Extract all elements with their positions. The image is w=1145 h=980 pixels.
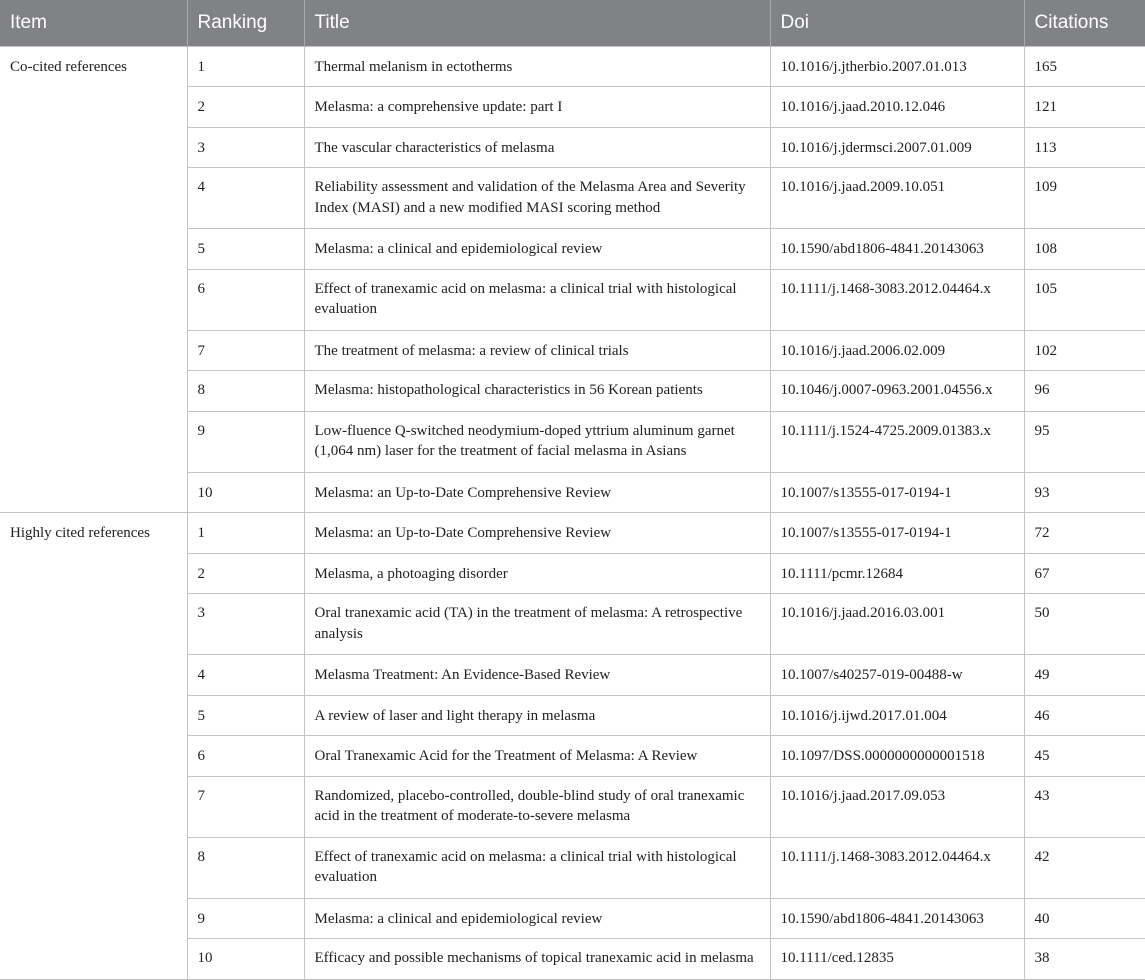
- citations-cell: 93: [1024, 472, 1145, 513]
- title-cell: Reliability assessment and validation of the Melasma Area and Severity Index (MASI) and a new modified MASI scoring method: [304, 168, 770, 229]
- doi-cell: 10.1016/j.jaad.2017.09.053: [770, 776, 1024, 837]
- citations-cell: 40: [1024, 898, 1145, 939]
- group-label: Highly cited references: [0, 513, 187, 980]
- header-row: [0, 0, 1145, 46]
- title-cell: Effect of tranexamic acid on melasma: a clinical trial with histological evaluation: [304, 269, 770, 330]
- title-cell: Melasma: a clinical and epidemiological review: [304, 898, 770, 939]
- title-cell: Melasma, a photoaging disorder: [304, 553, 770, 594]
- citations-cell: 49: [1024, 655, 1145, 696]
- table-row: [0, 513, 1145, 554]
- column-header-doi: Doi: [770, 0, 1024, 46]
- citations-cell: 108: [1024, 229, 1145, 270]
- citations-cell: 105: [1024, 269, 1145, 330]
- citations-cell: 109: [1024, 168, 1145, 229]
- citations-cell: 42: [1024, 837, 1145, 898]
- ranking-cell: 3: [187, 127, 304, 168]
- title-cell: Thermal melanism in ectotherms: [304, 46, 770, 87]
- doi-cell: 10.1016/j.jaad.2009.10.051: [770, 168, 1024, 229]
- table-body: [0, 46, 1145, 979]
- doi-cell: 10.1016/j.jaad.2010.12.046: [770, 87, 1024, 128]
- doi-cell: 10.1016/j.ijwd.2017.01.004: [770, 695, 1024, 736]
- ranking-cell: 10: [187, 472, 304, 513]
- title-cell: Randomized, placebo-controlled, double-blind study of oral tranexamic acid in the treatment of moderate-to-severe melasma: [304, 776, 770, 837]
- ranking-cell: 7: [187, 330, 304, 371]
- title-cell: Oral tranexamic acid (TA) in the treatment of melasma: A retrospective analysis: [304, 594, 770, 655]
- citations-cell: 165: [1024, 46, 1145, 87]
- doi-cell: 10.1111/pcmr.12684: [770, 553, 1024, 594]
- citations-cell: 121: [1024, 87, 1145, 128]
- citations-cell: 113: [1024, 127, 1145, 168]
- doi-cell: 10.1111/j.1468-3083.2012.04464.x: [770, 269, 1024, 330]
- title-cell: Melasma Treatment: An Evidence-Based Review: [304, 655, 770, 696]
- doi-cell: 10.1111/j.1524-4725.2009.01383.x: [770, 411, 1024, 472]
- citations-cell: 72: [1024, 513, 1145, 554]
- doi-cell: 10.1007/s13555-017-0194-1: [770, 513, 1024, 554]
- ranking-cell: 6: [187, 736, 304, 777]
- group-label: Co-cited references: [0, 46, 187, 513]
- citations-cell: 67: [1024, 553, 1145, 594]
- column-header-title: Title: [304, 0, 770, 46]
- ranking-cell: 3: [187, 594, 304, 655]
- citations-cell: 95: [1024, 411, 1145, 472]
- title-cell: Oral Tranexamic Acid for the Treatment of Melasma: A Review: [304, 736, 770, 777]
- column-header-ranking: Ranking: [187, 0, 304, 46]
- ranking-cell: 7: [187, 776, 304, 837]
- ranking-cell: 8: [187, 837, 304, 898]
- column-header-citations: Citations: [1024, 0, 1145, 46]
- doi-cell: 10.1590/abd1806-4841.20143063: [770, 229, 1024, 270]
- title-cell: Low-fluence Q-switched neodymium-doped yttrium aluminum garnet (1,064 nm) laser for the treatment of facial melasma in Asians: [304, 411, 770, 472]
- ranking-cell: 1: [187, 513, 304, 554]
- citations-cell: 43: [1024, 776, 1145, 837]
- doi-cell: 10.1016/j.jaad.2006.02.009: [770, 330, 1024, 371]
- ranking-cell: 4: [187, 655, 304, 696]
- ranking-cell: 2: [187, 553, 304, 594]
- ranking-cell: 6: [187, 269, 304, 330]
- citations-cell: 46: [1024, 695, 1145, 736]
- title-cell: Melasma: an Up-to-Date Comprehensive Review: [304, 513, 770, 554]
- citations-cell: 45: [1024, 736, 1145, 777]
- ranking-cell: 2: [187, 87, 304, 128]
- ranking-cell: 5: [187, 229, 304, 270]
- table-row: [0, 46, 1145, 87]
- citations-cell: 50: [1024, 594, 1145, 655]
- title-cell: Effect of tranexamic acid on melasma: a clinical trial with histological evaluation: [304, 837, 770, 898]
- citations-cell: 102: [1024, 330, 1145, 371]
- doi-cell: 10.1590/abd1806-4841.20143063: [770, 898, 1024, 939]
- ranking-cell: 8: [187, 371, 304, 412]
- title-cell: Melasma: a comprehensive update: part I: [304, 87, 770, 128]
- citations-cell: 38: [1024, 939, 1145, 980]
- doi-cell: 10.1016/j.jdermsci.2007.01.009: [770, 127, 1024, 168]
- doi-cell: 10.1007/s13555-017-0194-1: [770, 472, 1024, 513]
- doi-cell: 10.1097/DSS.0000000000001518: [770, 736, 1024, 777]
- ranking-cell: 5: [187, 695, 304, 736]
- title-cell: Melasma: histopathological characteristics in 56 Korean patients: [304, 371, 770, 412]
- title-cell: Melasma: an Up-to-Date Comprehensive Review: [304, 472, 770, 513]
- ranking-cell: 10: [187, 939, 304, 980]
- title-cell: A review of laser and light therapy in melasma: [304, 695, 770, 736]
- doi-cell: 10.1016/j.jtherbio.2007.01.013: [770, 46, 1024, 87]
- doi-cell: 10.1016/j.jaad.2016.03.001: [770, 594, 1024, 655]
- ranking-cell: 9: [187, 411, 304, 472]
- doi-cell: 10.1111/j.1468-3083.2012.04464.x: [770, 837, 1024, 898]
- title-cell: The treatment of melasma: a review of clinical trials: [304, 330, 770, 371]
- table-header: [0, 0, 1145, 46]
- title-cell: The vascular characteristics of melasma: [304, 127, 770, 168]
- column-header-item: Item: [0, 0, 187, 46]
- citations-cell: 96: [1024, 371, 1145, 412]
- ranking-cell: 1: [187, 46, 304, 87]
- title-cell: Efficacy and possible mechanisms of topical tranexamic acid in melasma: [304, 939, 770, 980]
- doi-cell: 10.1046/j.0007-0963.2001.04556.x: [770, 371, 1024, 412]
- ranking-cell: 4: [187, 168, 304, 229]
- doi-cell: 10.1111/ced.12835: [770, 939, 1024, 980]
- title-cell: Melasma: a clinical and epidemiological review: [304, 229, 770, 270]
- ranking-cell: 9: [187, 898, 304, 939]
- doi-cell: 10.1007/s40257-019-00488-w: [770, 655, 1024, 696]
